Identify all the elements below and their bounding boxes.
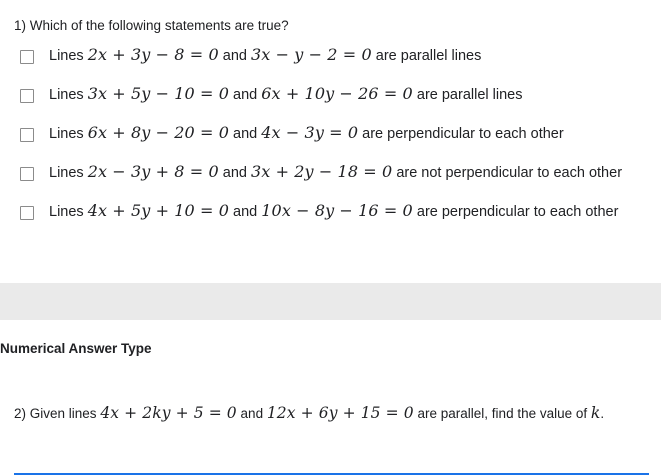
option-4-equation-2: 3x + 2y − 18 = 0 (250, 161, 393, 181)
option-5-lead: Lines (49, 203, 84, 220)
option-1-text (49, 44, 481, 67)
question-2-variable: k (590, 404, 601, 422)
checkbox-option-3[interactable] (20, 128, 34, 142)
question-1-prompt: 1) Which of the following statements are true? (14, 18, 289, 33)
option-3-mid: and (233, 125, 258, 142)
option-4-text (49, 161, 622, 184)
option-4-tail: are not perpendicular to each other (396, 164, 623, 181)
option-row-5[interactable] (0, 200, 661, 239)
option-1-equation-2: 3x − y − 2 = 0 (250, 44, 372, 64)
question-2-period: . (600, 406, 605, 421)
section-separator-band (0, 283, 661, 320)
option-row-2[interactable] (0, 83, 661, 122)
question-2-prompt (14, 404, 604, 422)
answer-input-underline (14, 473, 649, 475)
option-2-equation-1: 3x + 5y − 10 = 0 (87, 83, 229, 103)
option-2-equation-2: 6x + 10y − 26 = 0 (261, 83, 413, 103)
option-1-tail: are parallel lines (375, 47, 482, 64)
option-2-mid: and (233, 86, 258, 103)
option-1-equation-1: 2x + 3y − 8 = 0 (87, 44, 219, 64)
question-2-equation-2: 12x + 6y + 15 = 0 (266, 404, 414, 422)
checkbox-option-1[interactable] (20, 50, 34, 64)
option-5-tail: are perpendicular to each other (416, 203, 619, 220)
question-1-options (0, 44, 661, 239)
option-3-tail: are perpendicular to each other (362, 125, 564, 142)
question-2-tail: are parallel, find the value of (417, 406, 588, 421)
checkbox-option-2[interactable] (20, 89, 34, 103)
option-2-tail: are parallel lines (416, 86, 523, 103)
option-4-mid: and (222, 164, 247, 181)
checkbox-option-5[interactable] (20, 206, 34, 220)
checkbox-option-4[interactable] (20, 167, 34, 181)
option-5-mid: and (233, 203, 258, 220)
option-row-4[interactable] (0, 161, 661, 200)
option-1-lead: Lines (49, 47, 84, 64)
option-3-equation-2: 4x − 3y = 0 (261, 122, 359, 142)
option-5-equation-2: 10x − 8y − 16 = 0 (261, 200, 413, 220)
option-3-lead: Lines (49, 125, 84, 142)
option-2-lead: Lines (49, 86, 84, 103)
option-3-text (49, 122, 564, 145)
option-3-equation-1: 6x + 8y − 20 = 0 (87, 122, 229, 142)
option-2-text (49, 83, 522, 106)
section-header-numerical-answer-type: Numerical Answer Type (0, 341, 152, 356)
option-4-equation-1: 2x − 3y + 8 = 0 (87, 161, 219, 181)
numerical-answer-input[interactable] (14, 462, 649, 475)
option-1-mid: and (222, 47, 247, 64)
question-2-mid: and (240, 406, 264, 421)
question-2-equation-1: 4x + 2ky + 5 = 0 (100, 404, 237, 422)
option-row-3[interactable] (0, 122, 661, 161)
question-2-lead: 2) Given lines (14, 406, 97, 421)
option-5-text (49, 200, 618, 223)
option-4-lead: Lines (49, 164, 84, 181)
option-row-1[interactable] (0, 44, 661, 83)
option-5-equation-1: 4x + 5y + 10 = 0 (87, 200, 229, 220)
